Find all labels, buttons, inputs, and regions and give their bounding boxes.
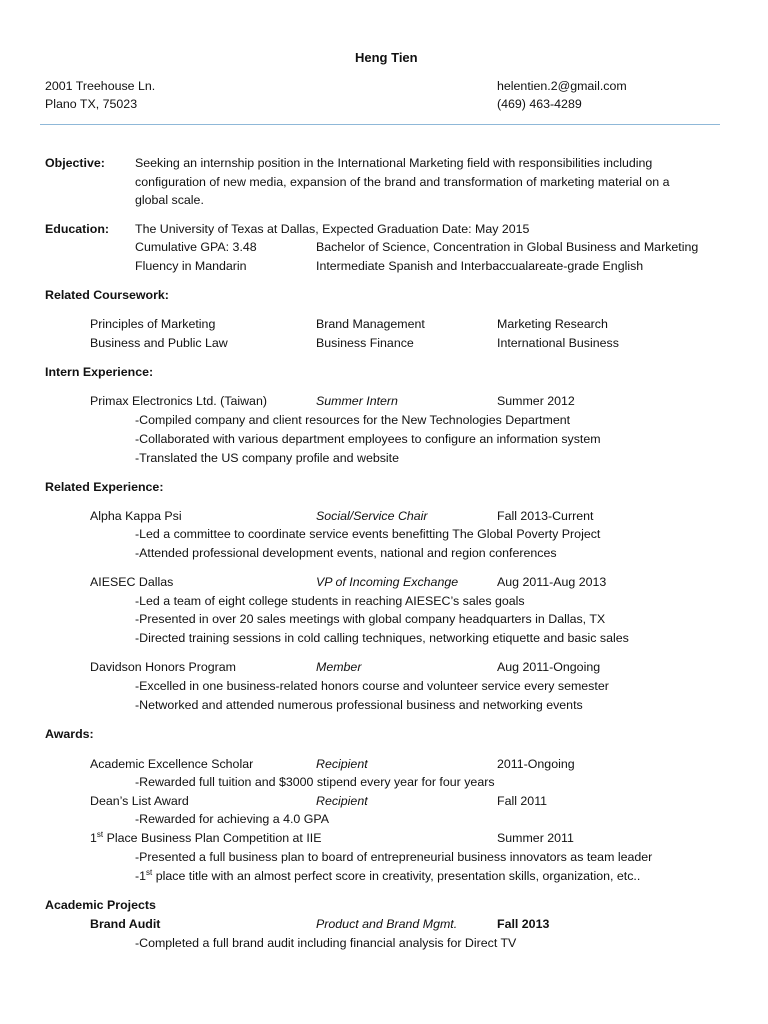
experience-bullet: -Networked and attended numerous professional business and networking events — [135, 698, 583, 712]
award-name-sup: st — [96, 829, 104, 839]
objective-label: Objective: — [45, 156, 105, 170]
award-name: Dean’s List Award — [90, 794, 189, 808]
intern-role: Summer Intern — [316, 394, 398, 408]
intern-label: Intern Experience: — [45, 365, 154, 379]
award-name-rest: Place Business Plan Competition at IIE — [103, 831, 322, 845]
intern-date: Summer 2012 — [497, 394, 575, 408]
resume-name: Heng Tien — [355, 50, 418, 65]
award-role: Recipient — [316, 794, 368, 808]
education-label: Education: — [45, 222, 110, 236]
experience-role: Social/Service Chair — [316, 509, 428, 523]
experience-org: Alpha Kappa Psi — [90, 509, 182, 523]
intern-bullet: -Translated the US company profile and website — [135, 451, 400, 465]
award-date: Fall 2011 — [497, 794, 548, 808]
course-item: Brand Management — [316, 317, 425, 331]
education-school: The University of Texas at Dallas, Expected Graduation Date: May 2015 — [135, 222, 530, 236]
intern-bullet: -Compiled company and client resources for the New Technologies Department — [135, 413, 571, 427]
award-bullet: -Presented a full business plan to board of entrepreneurial business innovators as team leader — [135, 850, 653, 864]
coursework-label: Related Coursework: — [45, 288, 169, 302]
award-date: 2011-Ongoing — [497, 757, 575, 771]
experience-bullet: -Led a committee to coordinate service events benefitting The Global Poverty Project — [135, 527, 601, 541]
course-item: Marketing Research — [497, 317, 608, 331]
experience-date: Aug 2011-Ongoing — [497, 660, 601, 674]
award-name-num: 1 — [90, 831, 97, 845]
address-line2: Plano TX, 75023 — [45, 97, 138, 111]
experience-org: AIESEC Dallas — [90, 575, 174, 589]
objective-line: configuration of new media, expansion of the brand and transformation of marketing material on a — [135, 175, 670, 189]
experience-role: Member — [316, 660, 362, 674]
award-name: Academic Excellence Scholar — [90, 757, 254, 771]
award-bullet-rest: place title with an almost perfect score in creativity, presentation skills, organization, etc.. — [152, 869, 641, 883]
header-divider — [40, 124, 720, 125]
award-bullet-pre: -1 — [135, 869, 147, 883]
email-address: helentien.2@gmail.com — [497, 79, 627, 93]
related-label: Related Experience: — [45, 480, 164, 494]
award-bullet-sup: st — [146, 867, 153, 877]
project-bullet: -Completed a full brand audit including financial analysis for Direct TV — [135, 936, 517, 950]
intern-org: Primax Electronics Ltd. (Taiwan) — [90, 394, 267, 408]
education-degree: Bachelor of Science, Concentration in Global Business and Marketing — [316, 240, 699, 254]
experience-bullet: -Attended professional development events, national and region conferences — [135, 546, 557, 560]
award-role: Recipient — [316, 757, 368, 771]
award-date: Summer 2011 — [497, 831, 574, 845]
project-role: Product and Brand Mgmt. — [316, 917, 458, 931]
award-bullet — [135, 867, 641, 883]
experience-date: Fall 2013-Current — [497, 509, 594, 523]
experience-bullet: -Presented in over 20 sales meetings with global company headquarters in Dallas, TX — [135, 612, 606, 626]
intern-bullet: -Collaborated with various department employees to configure an information system — [135, 432, 601, 446]
experience-org: Davidson Honors Program — [90, 660, 236, 674]
education-language: Fluency in Mandarin — [135, 259, 247, 273]
address-line1: 2001 Treehouse Ln. — [45, 79, 156, 93]
award-name — [90, 829, 322, 845]
education-gpa: Cumulative GPA: 3.48 — [135, 240, 257, 254]
course-item: Principles of Marketing — [90, 317, 216, 331]
experience-date: Aug 2011-Aug 2013 — [497, 575, 607, 589]
experience-bullet: -Directed training sessions in cold calling techniques, networking etiquette and basic sales — [135, 631, 629, 645]
experience-bullet: -Excelled in one business-related honors course and volunteer service every semester — [135, 679, 609, 693]
phone-number: (469) 463-4289 — [497, 97, 582, 111]
project-date: Fall 2013 — [497, 917, 550, 931]
award-bullet: -Rewarded full tuition and $3000 stipend every year for four years — [135, 775, 495, 789]
education-language: Intermediate Spanish and Interbaccualareate-grade English — [316, 259, 644, 273]
course-item: Business Finance — [316, 336, 414, 350]
projects-label: Academic Projects — [45, 898, 156, 912]
awards-label: Awards: — [45, 727, 94, 741]
objective-line: global scale. — [135, 193, 204, 207]
objective-line: Seeking an internship position in the International Marketing field with responsibilities including — [135, 156, 653, 170]
course-item: International Business — [497, 336, 619, 350]
experience-bullet: -Led a team of eight college students in reaching AIESEC’s sales goals — [135, 594, 525, 608]
project-name: Brand Audit — [90, 917, 161, 931]
award-bullet: -Rewarded for achieving a 4.0 GPA — [135, 812, 329, 826]
experience-role: VP of Incoming Exchange — [316, 575, 459, 589]
course-item: Business and Public Law — [90, 336, 228, 350]
